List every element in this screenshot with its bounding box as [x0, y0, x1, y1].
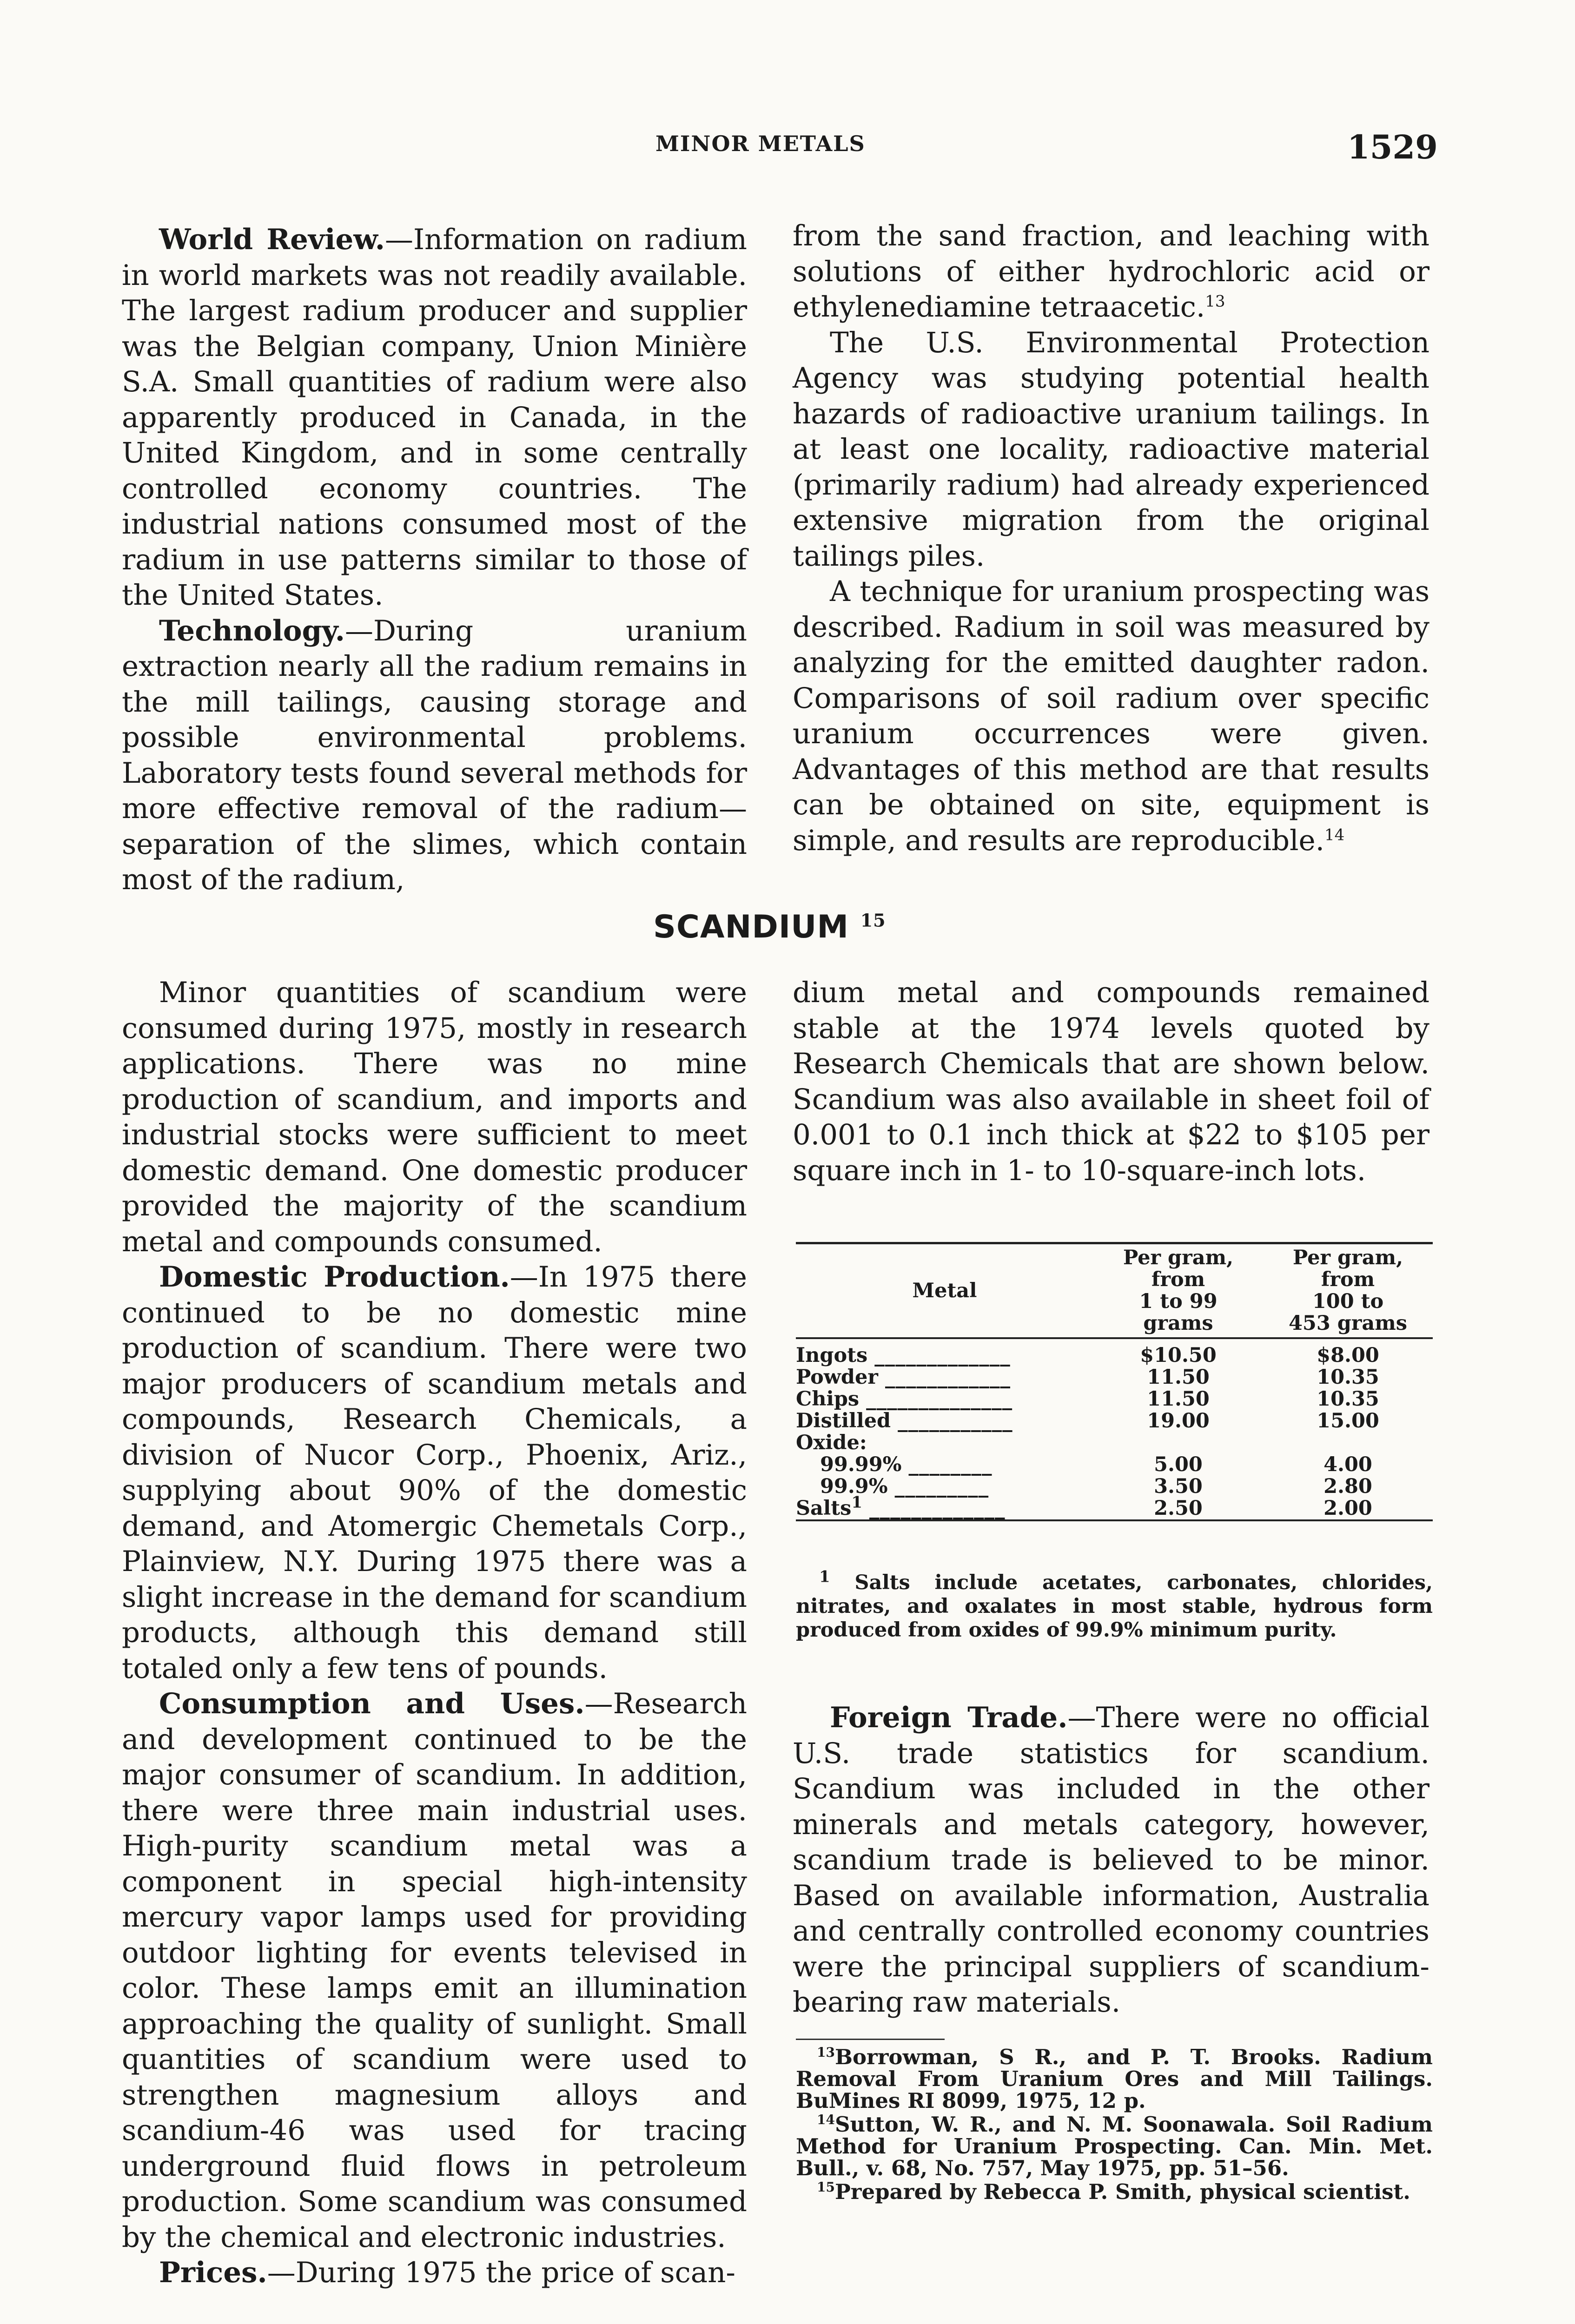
world-review-paragraph	[122, 222, 747, 614]
header-2-line-4: 453 grams	[1288, 1312, 1408, 1335]
section-heading	[653, 909, 886, 945]
row-label: Powder	[796, 1366, 878, 1389]
domestic-production-text: —In 1975 there continued to be no domestic mine production of scandium. There were two major producers of scandium metals and compounds, Research Chemicals, a division of Nucor Corp., Phoenix, Ariz., supplying about 90% of the domestic demand, and Atomergic Chemetals Corp., Plainview, N.Y. During 1975 there was a slight increase in the demand for scandium products, although this demand still totaled only a few tens of pounds.	[122, 1261, 747, 1685]
table-row: Distilled ___________ 19.00 15.00	[796, 1410, 1433, 1432]
scandium-left-column	[122, 975, 747, 2291]
table-footnote-ref: 1	[851, 1493, 862, 1512]
row-label: Chips	[796, 1387, 860, 1411]
domestic-production-heading: Domestic Production.	[159, 1261, 510, 1294]
scandium-intro-paragraph: Minor quantities of scandium were consumed during 1975, mostly in research applications. There was no mine production of scandium, and imports and industrial stocks were sufficient to meet domestic demand. One domestic producer provided the majority of the scandium metal and compounds consumed.	[122, 976, 747, 1258]
technology-paragraph	[122, 614, 747, 898]
cell-price-a	[1093, 1432, 1263, 1454]
cell-price-a: $10.50	[1140, 1344, 1217, 1367]
header-2-line-1: Per gram,	[1292, 1246, 1403, 1269]
world-review-text: —Information on radium in world markets was not readily available. The largest radium producer and supplier was the Belgian company, Union Minière S.A. Small quantities of radium were also apparently produced in Canada, in the United Kingdom, and in some centrally controlled economy countries. The industrial nations consumed most of the radium in use patterns similar to those of the United States.	[122, 223, 747, 612]
cell-price-a: 19.00	[1147, 1409, 1210, 1433]
domestic-production-paragraph	[122, 1260, 747, 1686]
row-label: Distilled	[796, 1409, 891, 1433]
footnote-ref-15: 15	[860, 910, 886, 931]
row-label: Ingots	[796, 1344, 868, 1367]
price-table	[796, 1242, 1433, 1521]
footnote-13-marker: 13	[817, 2045, 835, 2060]
footnote-14-marker: 14	[817, 2112, 835, 2127]
cell-price-b: 2.80	[1324, 1475, 1372, 1498]
table-row: 99.99% ________ 5.00 4.00	[796, 1454, 1433, 1476]
header-2-line-2: from	[1321, 1268, 1375, 1291]
section-title: SCANDIUM	[653, 909, 849, 945]
leaching-text: from the sand fraction, and leaching with solutions of either hydrochloric acid or ethylenediamine tetraacetic.	[793, 219, 1429, 324]
radium-right-column	[793, 218, 1429, 858]
cell-price-b: 2.00	[1324, 1497, 1372, 1520]
cell-price-b	[1263, 1432, 1433, 1454]
row-label: 99.9%	[820, 1475, 888, 1498]
technology-heading: Technology.	[159, 614, 345, 647]
footnote-ref-13: 13	[1205, 292, 1225, 311]
table-row	[796, 1432, 1433, 1454]
footnote-14-text: Sutton, W. R., and N. M. Soonawala. Soil Radium Method for Uranium Prospecting. Can. Min. Met. Bull., v. 68, No. 757, May 1975, pp. 51–56.	[796, 2112, 1433, 2180]
running-header: MINOR METALS	[655, 131, 866, 156]
cell-price-a: 2.50	[1154, 1497, 1203, 1520]
scandium-right-top	[793, 975, 1429, 1188]
table-row: Salts$^1$ _____________ 2.50 2.00	[796, 1498, 1433, 1520]
table-footnote-text: Salts include acetates, carbonates, chlorides, nitrates, and oxalates in most stable, hydrous form produced from oxides of 99.9% minimum purity.	[796, 1571, 1433, 1642]
footnotes	[796, 2046, 1433, 2205]
consumption-text: —Research and development continued to be the major consumer of scandium. In addition, there were three main industrial uses. High-purity scandium metal was a component in special high-intensity mercury vapor lamps used for providing outdoor lighting for events televised in color. These lamps emit an illumination approaching the quality of sunlight. Small quantities of scandium were used to strengthen magnesium alloys and scandium-46 was used for tracing underground fluid flows in petroleum production. Some scandium was consumed by the chemical and electronic industries.	[122, 1687, 747, 2254]
table-row: 99.9% _________ 3.50 2.80	[796, 1476, 1433, 1498]
header-1-line-2: from	[1151, 1268, 1205, 1291]
world-review-heading: World Review.	[159, 223, 385, 256]
prices-text: —During 1975 the price of scan-	[267, 2256, 736, 2289]
footnote-divider	[796, 2039, 945, 2040]
cell-price-a: 11.50	[1147, 1387, 1210, 1411]
cell-price-a: 3.50	[1154, 1475, 1203, 1498]
header-1-to-99	[1093, 1243, 1263, 1339]
table-footnote	[796, 1567, 1433, 1642]
leaching-paragraph	[793, 218, 1429, 325]
footnote-13	[796, 2046, 1433, 2112]
foreign-trade-column	[793, 1700, 1429, 2020]
footnote-ref-14: 14	[1324, 825, 1345, 845]
footnote-15-text: Prepared by Rebecca P. Smith, physical scientist.	[834, 2179, 1410, 2204]
prices-continued-paragraph: dium metal and compounds remained stable at the 1974 levels quoted by Research Chemicals that are shown below. Scandium was also available in sheet foil of 0.001 to 0.1 inch thick at $22 to $105 per square inch in 1- to 10-square-inch lots.	[793, 976, 1429, 1187]
footnote-14	[796, 2113, 1433, 2179]
table-footnote-marker: 1	[819, 1567, 830, 1586]
technology-text: —During uranium extraction nearly all the radium remains in the mill tailings, causing storage and possible environmental problems. Laboratory tests found several methods for more effective removal of the radium—separation of the slimes, which contain most of the radium,	[122, 614, 747, 896]
cell-price-b: 10.35	[1317, 1387, 1379, 1411]
row-label: 99.99%	[820, 1453, 902, 1476]
header-1-line-3: 1 to 99	[1139, 1290, 1218, 1313]
row-label: Salts	[796, 1497, 852, 1520]
header-2-line-3: 100 to	[1312, 1290, 1384, 1313]
cell-price-b: 15.00	[1317, 1409, 1379, 1433]
footnote-15	[796, 2181, 1433, 2203]
row-label: Oxide:	[796, 1431, 867, 1454]
table-row: Chips ______________ 11.50 10.35	[796, 1388, 1433, 1410]
table-row: Powder ____________ 11.50 10.35	[796, 1367, 1433, 1388]
prices-heading: Prices.	[159, 2256, 267, 2289]
footnote-15-marker: 15	[817, 2179, 835, 2195]
header-100-to-453	[1263, 1243, 1433, 1339]
cell-price-a: 11.50	[1147, 1366, 1210, 1389]
prices-paragraph	[122, 2255, 747, 2291]
cell-price-b: 4.00	[1324, 1453, 1372, 1476]
cell-price-b: $8.00	[1317, 1344, 1379, 1367]
header-metal: Metal	[912, 1279, 977, 1302]
page-number: 1529	[1347, 128, 1438, 166]
header-1-line-1: Per gram,	[1123, 1246, 1234, 1269]
radium-left-column	[122, 222, 747, 898]
consumption-paragraph	[122, 1686, 747, 2255]
foreign-trade-paragraph	[793, 1700, 1429, 2020]
prospecting-text: A technique for uranium prospecting was described. Radium in soil was measured by analyzing for the emitted daughter radon. Comparisons of soil radium over specific uranium occurrences were given. Advantages of this method are that results can be obtained on site, equipment is simple, and results are reproducible.	[793, 575, 1429, 857]
cell-price-b: 10.35	[1317, 1366, 1379, 1389]
consumption-heading: Consumption and Uses.	[159, 1687, 585, 1720]
header-1-line-4: grams	[1143, 1312, 1213, 1335]
cell-price-a: 5.00	[1154, 1453, 1203, 1476]
epa-paragraph: The U.S. Environmental Protection Agency was studying potential health hazards of radioactive uranium tailings. In at least one locality, radioactive material (primarily radium) had already experienced extensive migration from the original tailings piles.	[793, 326, 1429, 573]
foreign-trade-heading: Foreign Trade.	[830, 1701, 1068, 1734]
prospecting-paragraph	[793, 574, 1429, 858]
foreign-trade-text: —There were no official U.S. trade statistics for scandium. Scandium was included in the other minerals and metals category, however, scandium trade is believed to be minor. Based on available information, Australia and centrally controlled economy countries were the principal suppliers of scandium-bearing raw materials.	[793, 1701, 1429, 2019]
table-row: Ingots _____________ $10.50 $8.00	[796, 1345, 1433, 1367]
footnote-13-text: Borrowman, S R., and P. T. Brooks. Radium Removal From Uranium Ores and Mill Tailings. BuMines RI 8099, 1975, 12 p.	[796, 2045, 1433, 2113]
table-header-row	[796, 1243, 1433, 1339]
